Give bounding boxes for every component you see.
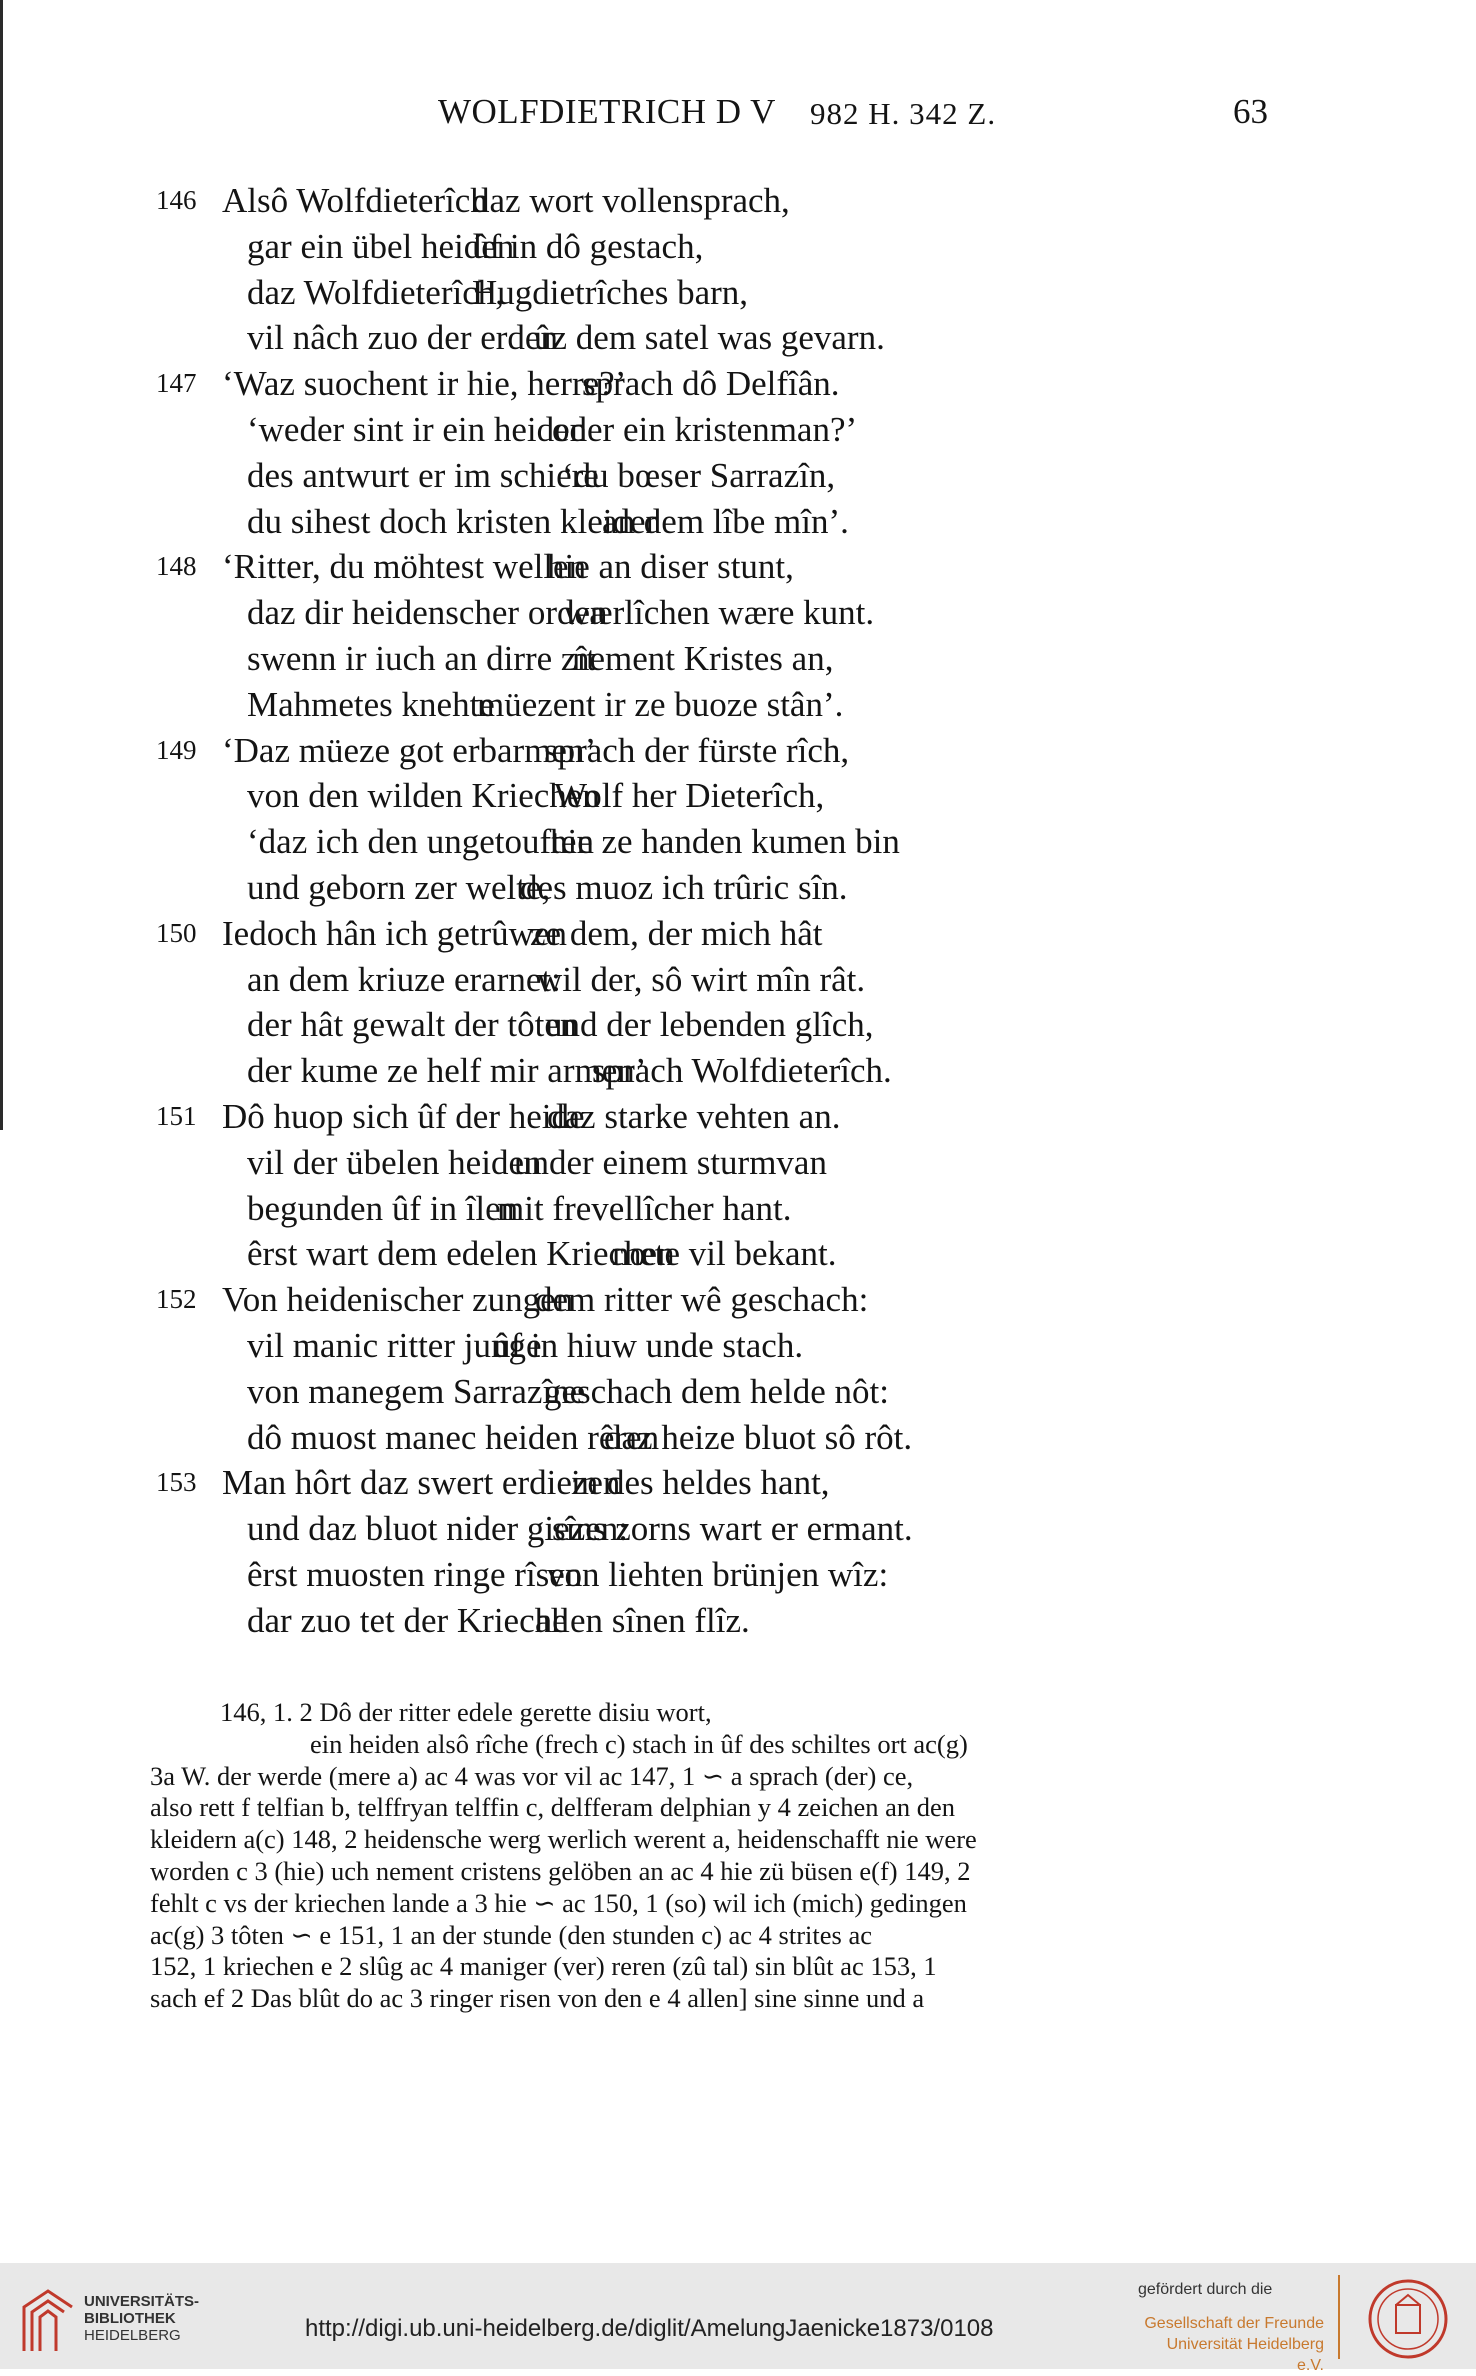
verse-line [150,1323,1150,1369]
verse-first-half: swenn ir iuch an dirre zît [247,638,596,678]
verse-first-half: Man hôrt daz swert erdiezen [222,1463,621,1503]
verse-second-half: sprach Wolfdieterîch. [592,1051,892,1091]
verse-second-half: von liehten brünjen wîz: [547,1554,889,1594]
verse-first-half: Alsô Wolfdieterîch [222,181,488,220]
verse-line [150,911,1150,957]
apparatus-line: kleidern a(c) 148, 2 heidensche werg werlich werent a, heidenschafft nie were [150,1824,977,1855]
poem-text [150,178,1150,1644]
verse-first-half: êrst muosten ringe rîsen [247,1554,583,1594]
verse-second-half: sprach dô Delfîân. [582,364,840,404]
verse-first-half: Dô huop sich ûf der heide [222,1096,585,1136]
verse-line [150,1460,1150,1506]
verse-line [150,1048,1150,1094]
verse-second-half: ze dem, der mich hât [530,913,823,953]
permalink-url[interactable]: http://digi.ub.uni-heidelberg.de/diglit/AmelungJaenicke1873/0108 [305,2315,994,2342]
verse-first-half: vil nâch zuo der erden [247,318,558,358]
verse-first-half: der kume ze helf mir armen’ [247,1051,647,1091]
verse-first-half: daz Wolfdieterîch, [247,272,504,312]
verse-line [150,1231,1150,1277]
verse-second-half: under einem sturmvan [514,1142,827,1182]
apparatus-line: 146, 1. 2 Dô der ritter edele gerette disiu wort, [220,1697,712,1727]
verse-first-half: ‘Waz suochent ir hie, herre?’ [222,364,627,404]
verse-second-half: daz wort vollensprach, [472,181,790,220]
verse-line [150,1140,1150,1186]
stanza-number: 149 [156,734,197,765]
sponsor-name [1140,2313,1324,2376]
verse-line [150,1369,1150,1415]
university-library-logo-icon [18,2285,80,2357]
verse-first-half: dô muost manec heiden rêren [247,1417,660,1457]
library-name-line: UNIVERSITÄTS- [84,2293,200,2310]
verse-line [150,728,1150,774]
sponsor-label: gefördert durch die [1138,2281,1273,2298]
verse-second-half: nœte vil bekant. [612,1234,837,1274]
verse-line [150,407,1150,453]
verse-second-half: ‘du bœser Sarrazîn, [562,455,836,495]
verse-first-half: Mahmetes knehte [247,684,495,724]
verse-second-half: dem ritter wê geschach: [535,1280,869,1320]
stanza-number: 153 [156,1467,197,1498]
verse-first-half: ‘weder sint ir ein heiden [247,409,588,449]
verse-line [150,1552,1150,1598]
verse-second-half: Wolf her Dieterîch, [554,776,825,816]
verse-first-half: ‘daz ich den ungetouften [247,822,594,862]
verse-line [150,590,1150,636]
critical-apparatus [150,1697,1266,2015]
verse-first-half: daz dir heidenscher orden [247,593,608,633]
verse-line [150,1598,1150,1644]
verse-second-half: oder ein kristenman?’ [552,409,858,449]
verse-second-half: ûf in hiuw unde stach. [493,1325,804,1365]
verse-second-half: des muoz ich trûric sîn. [520,867,848,907]
verse-first-half: und geborn zer welte, [247,867,551,907]
verse-first-half: ‘Ritter, du möhtest wellen [222,547,587,587]
university-seal-icon [1360,2277,1456,2361]
apparatus-line: also rett f telfian b, telffryan telffin c, delfferam delphian y 4 zeichen an den [150,1792,955,1823]
page-number: 63 [1233,92,1268,131]
apparatus-line: ac(g) 3 tôten ∽ e 151, 1 an der stunde (den stunden c) ac 4 strites ac [150,1919,872,1950]
verse-first-half: dar zuo tet der Krieche [247,1600,568,1640]
apparatus-line: ein heiden alsô rîche (frech c) stach in ûf des schiltes ort ac(g) [310,1728,968,1759]
verse-second-half: wærlîchen wære kunt. [564,593,875,633]
verse-first-half: und daz bluot nider giezen: [247,1509,628,1549]
verse-line [150,1506,1150,1552]
verse-second-half: mit frevellîcher hant. [497,1188,792,1228]
verse-first-half: des antwurt er im schiere [247,455,599,495]
verse-second-half: Hugdietrîches barn, [472,272,749,312]
apparatus-line: sach ef 2 Das blût do ac 3 ringer risen von den e 4 allen] sine sinne und a [150,1983,925,2014]
library-name [84,2293,199,2344]
sponsor-name-line: Universität Heidelberg e.V. [1166,2336,1324,2374]
stanza-number: 146 [156,185,197,215]
verse-line [150,773,1150,819]
page-edge [0,0,3,1130]
verse-second-half: sîns zorns wart er ermant. [552,1509,913,1549]
verse-line [150,224,1150,270]
verse-second-half: daz heize bluot sô rôt. [604,1417,913,1457]
footer-divider [1338,2275,1340,2359]
verse-first-half: gar ein übel heiden [247,226,515,266]
verse-first-half: von den wilden Kriechen [247,776,600,816]
verse-line [150,361,1150,407]
verse-first-half: von manegem Sarrazîne [247,1371,586,1411]
verse-second-half: nement Kristes an, [572,638,834,678]
verse-second-half: wil der, sô wirt mîn rât. [537,959,866,999]
verse-second-half: ûz dem satel was gevarn. [534,318,885,358]
verse-second-half: allen sînen flîz. [535,1600,750,1640]
verse-first-half: Von heidenischer zungen [222,1280,574,1320]
verse-line [150,819,1150,865]
verse-line [150,544,1150,590]
stanza-number: 147 [156,368,197,399]
apparatus-line: 152, 1 kriechen e 2 slûg ac 4 maniger (ver) reren (zû tal) sin blût ac 153, 1 [150,1951,937,1982]
apparatus-line: fehlt c vs der kriechen lande a 3 hie ∽ ac 150, 1 (so) wil ich (mich) gedingen [150,1887,967,1918]
stanza-number: 151 [156,1100,197,1131]
stanza-number: 152 [156,1284,197,1315]
verse-line [150,1002,1150,1048]
verse-first-half: Iedoch hân ich getrûwen [222,913,567,953]
manuscript-reference: 982 H. 342 Z. [810,96,997,131]
verse-line [150,1277,1150,1323]
verse-line [150,636,1150,682]
apparatus-line: worden c 3 (hie) uch nement cristens gelöben an ac 4 hie zü büsen e(f) 149, 2 [150,1855,971,1886]
verse-second-half: geschach dem helde nôt: [544,1371,890,1411]
verse-line [150,499,1150,545]
verse-line [150,865,1150,911]
verse-second-half: sprach der fürste rîch, [544,730,850,770]
library-name-line: BIBLIOTHEK [84,2310,176,2327]
page-header [438,92,1268,142]
library-name-line: HEIDELBERG [84,2327,181,2344]
verse-second-half: hie an diser stunt, [547,547,794,587]
verse-first-half: der hât gewalt der tôten [247,1005,578,1045]
verse-line [150,270,1150,316]
verse-first-half: ‘Daz müeze got erbarmen’ [222,730,597,770]
verse-line [150,1094,1150,1140]
verse-line [150,682,1150,728]
verse-second-half: an dem lîbe mîn’. [602,501,849,541]
verse-first-half: êrst wart dem edelen Kriechen [247,1234,675,1274]
stanza-number: 148 [156,551,197,582]
apparatus-line: 3a W. der werde (mere a) ac 4 was vor vil ac 147, 1 ∽ a sprach (der) ce, [150,1760,914,1791]
verse-line [150,957,1150,1003]
footer-bar [0,2263,1476,2374]
verse-second-half: in des heldes hant, [571,1463,830,1503]
verse-first-half: an dem kriuze erarnet: [247,959,561,999]
verse-second-half: daz starke vehten an. [547,1096,841,1136]
verse-first-half: vil manic ritter junge [247,1325,542,1365]
verse-second-half: müezent ir ze buoze stân’. [477,684,844,724]
verse-second-half: ûf in dô gestach, [472,226,704,266]
verse-line [150,1415,1150,1461]
verse-second-half: und der lebenden glîch, [545,1005,874,1045]
verse-line [150,453,1150,499]
verse-first-half: du sihest doch kristen kleider [247,501,658,541]
sponsor-name-line: Gesellschaft der Freunde [1144,2315,1324,2332]
verse-line [150,178,1150,224]
verse-line [150,1186,1150,1232]
verse-first-half: vil der übelen heiden [247,1142,542,1182]
verse-first-half: begunden ûf in îlen [247,1188,519,1228]
verse-second-half: hie ze handen kumen bin [550,822,900,862]
stanza-number: 150 [156,917,197,948]
verse-line [150,315,1150,361]
running-title: WOLFDIETRICH D V [438,92,776,131]
